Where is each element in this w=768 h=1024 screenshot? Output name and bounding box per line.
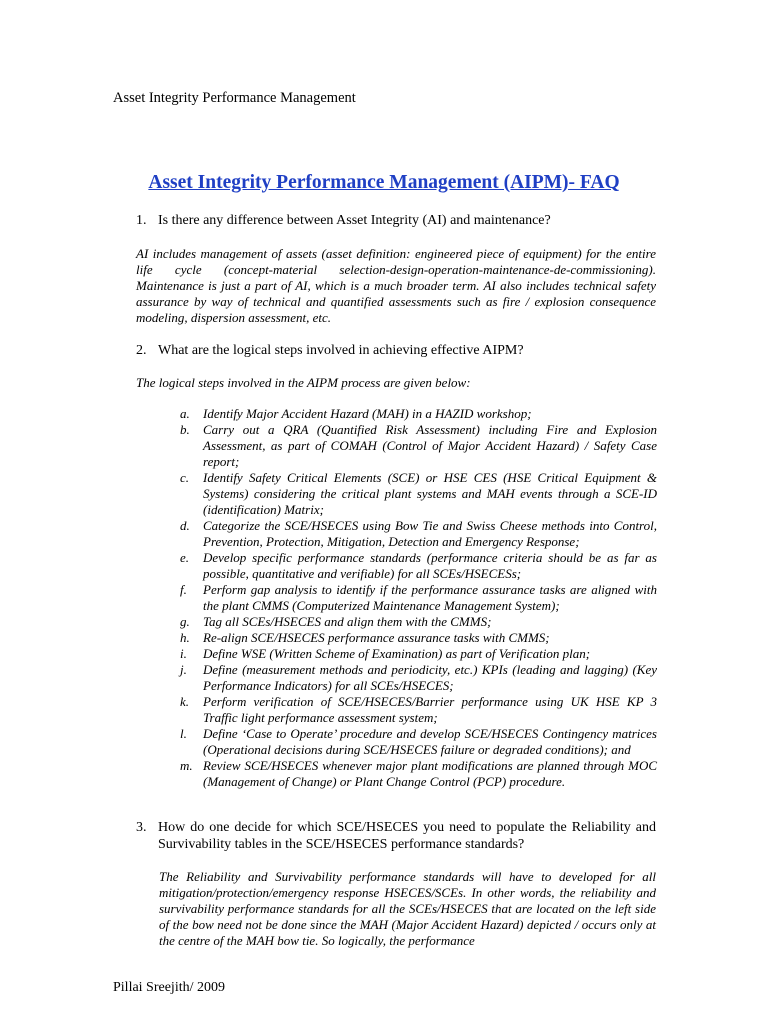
question-number: 3. (136, 820, 147, 835)
list-item-text: Perform gap analysis to identify if the performance assurance tasks are aligned with the plant CMMS (Computerized Maintenance Management System); (203, 582, 657, 613)
list-item-text: Review SCE/HSECES whenever major plant modifications are planned through MOC (Management of Change) or Plant Change Control (PCP) procedure. (203, 758, 657, 789)
list-item-letter: k. (180, 694, 190, 709)
list-item (180, 726, 657, 758)
list-item (180, 662, 657, 694)
list-item-text: Carry out a QRA (Quantified Risk Assessment) including Fire and Explosion Assessment, as part of COMAH (Control of Major Accident Hazard) / Safety Case report; (203, 422, 657, 469)
answer-2-intro: The logical steps involved in the AIPM process are given below: (136, 375, 471, 390)
list-item-letter: a. (180, 406, 190, 421)
list-item-text: Define ‘Case to Operate’ procedure and develop SCE/HSECES Contingency matrices (Operational decisions during SCE/HSECES failure or degraded conditions); and (203, 726, 657, 757)
question-3 (136, 819, 656, 853)
list-item-text: Categorize the SCE/HSECES using Bow Tie and Swiss Cheese methods into Control, Prevention, Protection, Mitigation, Detection and Emergency Response; (203, 518, 657, 549)
list-item (180, 694, 657, 726)
running-header: Asset Integrity Performance Management (113, 90, 356, 106)
list-item-letter: i. (180, 646, 187, 661)
question-1 (136, 212, 551, 229)
list-item (180, 646, 657, 662)
list-item-letter: h. (180, 630, 190, 645)
list-item (180, 614, 657, 630)
question-text: How do one decide for which SCE/HSECES you need to populate the Reliability and Survivability tables in the SCE/HSECES performance standards? (158, 820, 656, 852)
list-item-text: Define (measurement methods and periodicity, etc.) KPIs (leading and lagging) (Key Performance Indicators) for all SCEs/HSECES; (203, 662, 657, 693)
list-item-text: Develop specific performance standards (performance criteria should be as far as possible, quantitative and verifiable) for all SCEs/HSECESs; (203, 550, 657, 581)
list-item-letter: e. (180, 550, 190, 565)
list-item-letter: b. (180, 422, 190, 437)
list-item-letter: m. (180, 758, 193, 773)
list-item-text: Identify Major Accident Hazard (MAH) in a HAZID workshop; (203, 406, 532, 421)
list-item (180, 422, 657, 470)
page-footer: Pillai Sreejith/ 2009 (113, 980, 225, 995)
list-item (180, 582, 657, 614)
list-item-letter: j. (180, 662, 187, 677)
list-item-letter: l. (180, 726, 187, 741)
question-number: 1. (136, 213, 147, 228)
list-item (180, 470, 657, 518)
question-number: 2. (136, 343, 147, 358)
list-item (180, 406, 657, 422)
question-2 (136, 342, 524, 359)
answer-1: AI includes management of assets (asset definition: engineered piece of equipment) for the entire life cycle (concept-material selection-design-operation-maintenance-de-commissioning). Maintenance is just a part of AI, which is a much broader term. AI also includes technical safety assurance by way of technical and quantified assessments such as fire / explosion consequence modeling, dispersion assessment, etc. (136, 246, 656, 325)
list-item (180, 518, 657, 550)
list-item-letter: f. (180, 582, 187, 597)
list-item-letter: d. (180, 518, 190, 533)
list-item (180, 550, 657, 582)
list-item-letter: g. (180, 614, 190, 629)
list-item-text: Define WSE (Written Scheme of Examination) as part of Verification plan; (203, 646, 591, 661)
question-text: Is there any difference between Asset Integrity (AI) and maintenance? (158, 213, 551, 228)
list-item-text: Tag all SCEs/HSECES and align them with the CMMS; (203, 614, 492, 629)
list-item-text: Identify Safety Critical Elements (SCE) or HSE CES (HSE Critical Equipment & Systems) considering the critical plant systems and MAH events through a SCE-ID (identification) Matrix; (203, 470, 657, 517)
list-item-letter: c. (180, 470, 190, 485)
question-text: What are the logical steps involved in achieving effective AIPM? (158, 343, 524, 358)
document-title: Asset Integrity Performance Management (AIPM)- FAQ (148, 172, 620, 193)
answer-3: The Reliability and Survivability performance standards will have to developed for all mitigation/protection/emergency response HSECES/SCEs. In other words, the reliability and survivability performance standards for all the SCEs/HSECES that are located on the left side of the bow need not be done since the MAH (Major Accident Hazard) depicted / occurs only at the centre of the MAH bow tie. So logically, the performance (159, 869, 656, 948)
aipm-steps-list (180, 406, 657, 790)
list-item (180, 758, 657, 790)
list-item (180, 630, 657, 646)
list-item-text: Perform verification of SCE/HSECES/Barrier performance using UK HSE KP 3 Traffic light performance assessment system; (203, 694, 657, 725)
list-item-text: Re-align SCE/HSECES performance assurance tasks with CMMS; (203, 630, 550, 645)
